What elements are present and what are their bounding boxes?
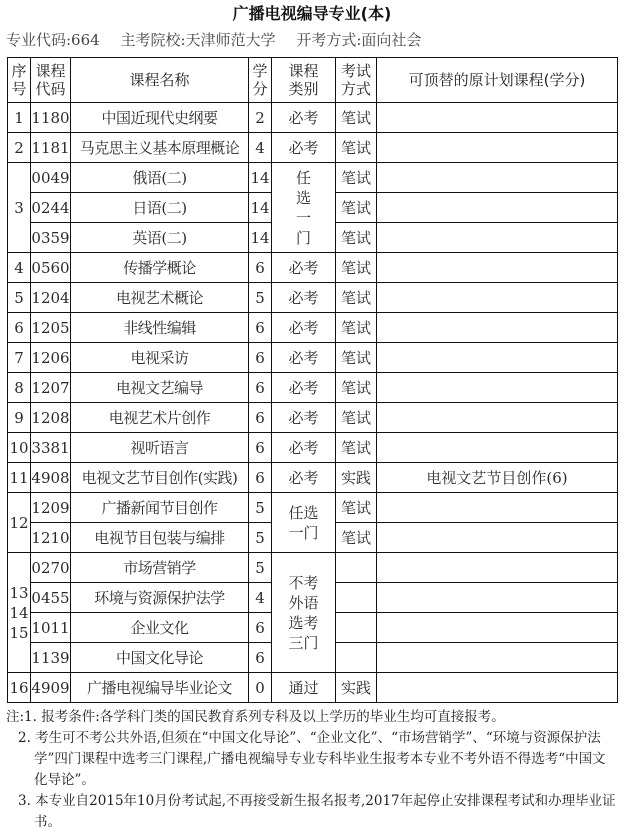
- code-cell: 4908: [31, 463, 71, 493]
- code-cell: 1180: [31, 103, 71, 133]
- replace-cell: [377, 283, 618, 313]
- replace-cell: [377, 613, 618, 643]
- code-cell: 1139: [31, 643, 71, 673]
- credit-cell: 6: [249, 343, 272, 373]
- seq-cell: 10: [8, 433, 31, 463]
- method-cell: 笔试: [336, 253, 377, 283]
- replace-cell: [377, 523, 618, 553]
- seq-cell: 8: [8, 373, 31, 403]
- course-name-cell: 电视艺术片创作: [71, 403, 249, 433]
- code-cell: 0560: [31, 253, 71, 283]
- replace-cell: [377, 103, 618, 133]
- method-cell: 笔试: [336, 433, 377, 463]
- replace-cell: [377, 133, 618, 163]
- header-code: 课程代码: [31, 58, 71, 103]
- replace-cell: [377, 433, 618, 463]
- method-cell: 笔试: [336, 163, 377, 193]
- course-name-cell: 广播电视编导毕业论文: [71, 673, 249, 703]
- credit-cell: 6: [249, 643, 272, 673]
- seq-cell: 16: [8, 673, 31, 703]
- code-cell: 0359: [31, 223, 71, 253]
- code-cell: 1209: [31, 493, 71, 523]
- code-cell: 1181: [31, 133, 71, 163]
- method-cell: 笔试: [336, 523, 377, 553]
- credit-cell: 4: [249, 133, 272, 163]
- replace-cell: [377, 553, 618, 583]
- seq-cell: 6: [8, 313, 31, 343]
- type-cell: 通过: [272, 673, 336, 703]
- major-info: [6, 30, 624, 50]
- seq-cell: 4: [8, 253, 31, 283]
- credit-cell: 6: [249, 463, 272, 493]
- credit-cell: 5: [249, 553, 272, 583]
- note-2: 2. 考生可不考公共外语,但须在“中国文化导论”、“企业文化”、“市场营销学”、“环境与资源保护法学”四门课程中选考三门课程,广播电视编导专业专科毕业生报考本专业不考外语不得选考“中国文化导论”。: [18, 730, 606, 788]
- seq-cell: 13 14 15: [8, 553, 31, 673]
- replace-cell: [377, 253, 618, 283]
- method-cell: 笔试: [336, 343, 377, 373]
- credit-cell: 14: [249, 193, 272, 223]
- credit-cell: 0: [249, 673, 272, 703]
- replace-cell: [377, 493, 618, 523]
- code-cell: 0049: [31, 163, 71, 193]
- seq-cell: 7: [8, 343, 31, 373]
- credit-cell: 5: [249, 493, 272, 523]
- course-name-cell: 俄语(二): [71, 163, 249, 193]
- credit-cell: 4: [249, 583, 272, 613]
- method-cell: [336, 583, 377, 613]
- replace-cell: [377, 313, 618, 343]
- method-cell: 笔试: [336, 223, 377, 253]
- course-table: [7, 57, 618, 703]
- table-row: [8, 403, 618, 433]
- header-credit: 学分: [249, 58, 272, 103]
- header-method: 考试方式: [336, 58, 377, 103]
- course-name-cell: 马克思主义基本原理概论: [71, 133, 249, 163]
- exam-school: 主考院校:天津师范大学: [120, 31, 276, 49]
- replace-cell: [377, 583, 618, 613]
- type-cell: 必考: [272, 403, 336, 433]
- course-name-cell: 视听语言: [71, 433, 249, 463]
- table-row: [8, 343, 618, 373]
- course-name-cell: 传播学概论: [71, 253, 249, 283]
- code-cell: 1206: [31, 343, 71, 373]
- type-cell: 必考: [272, 343, 336, 373]
- method-cell: 笔试: [336, 283, 377, 313]
- course-name-cell: 英语(二): [71, 223, 249, 253]
- course-name-cell: 中国近现代史纲要: [71, 103, 249, 133]
- method-cell: [336, 643, 377, 673]
- table-row: [8, 103, 618, 133]
- type-cell: 不考 外语 选考 三门: [272, 553, 336, 673]
- header-replace: 可顶替的原计划课程(学分): [377, 58, 618, 103]
- replace-cell: 电视文艺节目创作(6): [377, 463, 618, 493]
- seq-cell: 1: [8, 103, 31, 133]
- table-row: [8, 283, 618, 313]
- table-row: [8, 553, 618, 583]
- type-cell: 必考: [272, 373, 336, 403]
- table-row: [8, 163, 618, 193]
- credit-cell: 14: [249, 223, 272, 253]
- method-cell: 实践: [336, 463, 377, 493]
- note-3: 3. 本专业自2015年10月份考试起,不再接受新生报名报考,2017年起停止安排课程考试和办理毕业证书。: [18, 793, 616, 830]
- replace-cell: [377, 163, 618, 193]
- table-row: [8, 463, 618, 493]
- credit-cell: 6: [249, 403, 272, 433]
- credit-cell: 5: [249, 283, 272, 313]
- code-cell: 1204: [31, 283, 71, 313]
- seq-cell: 2: [8, 133, 31, 163]
- table-row: [8, 313, 618, 343]
- course-name-cell: 日语(二): [71, 193, 249, 223]
- code-cell: 0244: [31, 193, 71, 223]
- replace-cell: [377, 193, 618, 223]
- course-name-cell: 非线性编辑: [71, 313, 249, 343]
- page-title: 广播电视编导专业(本): [232, 4, 392, 23]
- replace-cell: [377, 673, 618, 703]
- course-name-cell: 中国文化导论: [71, 643, 249, 673]
- credit-cell: 2: [249, 103, 272, 133]
- exam-mode: 开考方式:面向社会: [296, 31, 422, 49]
- credit-cell: 5: [249, 523, 272, 553]
- replace-cell: [377, 373, 618, 403]
- type-cell: 必考: [272, 103, 336, 133]
- credit-cell: 6: [249, 433, 272, 463]
- method-cell: 笔试: [336, 193, 377, 223]
- type-cell: 必考: [272, 313, 336, 343]
- course-name-cell: 电视文艺编导: [71, 373, 249, 403]
- credit-cell: 6: [249, 313, 272, 343]
- method-cell: 笔试: [336, 373, 377, 403]
- code-cell: 1011: [31, 613, 71, 643]
- type-cell: 必考: [272, 133, 336, 163]
- replace-cell: [377, 643, 618, 673]
- code-cell: 1205: [31, 313, 71, 343]
- method-cell: 笔试: [336, 403, 377, 433]
- method-cell: [336, 553, 377, 583]
- table-row: [8, 133, 618, 163]
- method-cell: 笔试: [336, 103, 377, 133]
- type-cell: 必考: [272, 253, 336, 283]
- type-cell: 必考: [272, 433, 336, 463]
- type-cell: 必考: [272, 463, 336, 493]
- type-cell: 必考: [272, 283, 336, 313]
- table-row: [8, 433, 618, 463]
- header-seq: 序号: [8, 58, 31, 103]
- credit-cell: 6: [249, 613, 272, 643]
- course-name-cell: 广播新闻节目创作: [71, 493, 249, 523]
- code-cell: 4909: [31, 673, 71, 703]
- table-header-row: [8, 58, 618, 103]
- code-cell: 1208: [31, 403, 71, 433]
- major-code: 专业代码:664: [6, 31, 100, 49]
- method-cell: 笔试: [336, 313, 377, 343]
- course-name-cell: 电视文艺节目创作(实践): [71, 463, 249, 493]
- method-cell: 笔试: [336, 493, 377, 523]
- code-cell: 1210: [31, 523, 71, 553]
- note-1: 注:1. 报考条件:各学科门类的国民教育系列专科及以上学历的毕业生均可直接报考。: [6, 709, 505, 725]
- course-name-cell: 市场营销学: [71, 553, 249, 583]
- type-cell: 任 选 一 门: [272, 163, 336, 253]
- credit-cell: 6: [249, 373, 272, 403]
- code-cell: 0455: [31, 583, 71, 613]
- code-cell: 0270: [31, 553, 71, 583]
- method-cell: 实践: [336, 673, 377, 703]
- seq-cell: 5: [8, 283, 31, 313]
- type-cell: 任选 一门: [272, 493, 336, 553]
- code-cell: 3381: [31, 433, 71, 463]
- course-name-cell: 电视艺术概论: [71, 283, 249, 313]
- replace-cell: [377, 223, 618, 253]
- header-name: 课程名称: [71, 58, 249, 103]
- code-cell: 1207: [31, 373, 71, 403]
- course-name-cell: 电视采访: [71, 343, 249, 373]
- course-name-cell: 企业文化: [71, 613, 249, 643]
- replace-cell: [377, 403, 618, 433]
- method-cell: [336, 613, 377, 643]
- seq-cell: 3: [8, 163, 31, 253]
- table-row: [8, 673, 618, 703]
- table-row: [8, 493, 618, 523]
- header-type: 课程类别: [272, 58, 336, 103]
- seq-cell: 9: [8, 403, 31, 433]
- course-name-cell: 电视节目包装与编排: [71, 523, 249, 553]
- course-name-cell: 环境与资源保护法学: [71, 583, 249, 613]
- replace-cell: [377, 343, 618, 373]
- credit-cell: 6: [249, 253, 272, 283]
- seq-cell: 11: [8, 463, 31, 493]
- method-cell: 笔试: [336, 133, 377, 163]
- notes: [6, 707, 618, 833]
- seq-cell: 12: [8, 493, 31, 553]
- table-row: [8, 373, 618, 403]
- credit-cell: 14: [249, 163, 272, 193]
- table-row: [8, 253, 618, 283]
